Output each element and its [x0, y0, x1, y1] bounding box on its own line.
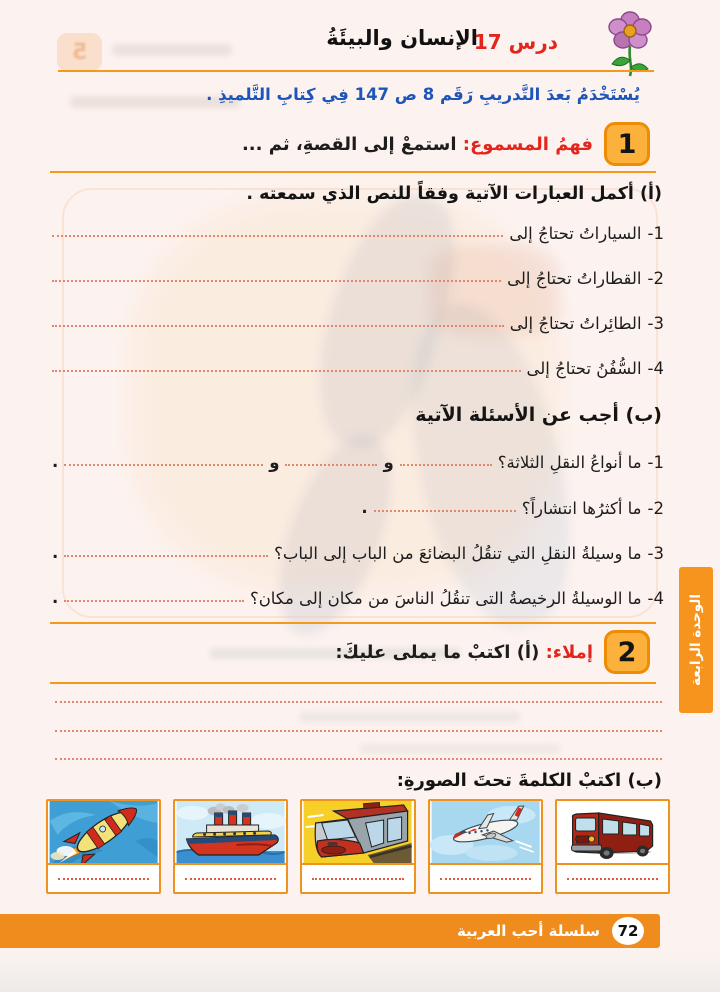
answer-blank-line — [52, 235, 503, 237]
train-image — [302, 801, 413, 863]
item-text: الطائِراتُ تحتاجُ إلى — [509, 314, 642, 333]
dictation-line — [55, 758, 662, 760]
answer-blank-line — [52, 370, 521, 372]
rocket-image — [48, 801, 159, 863]
bleed-through-smudge — [300, 712, 520, 722]
picture-cards-row — [46, 799, 670, 894]
part-a-title: (أ) أكمل العبارات الآتية وفقاً للنص الذي سمعته . — [246, 184, 662, 204]
item-text: القطاراتُ تحتاجُ إلى — [507, 269, 642, 288]
section2-number-badge: 2 — [604, 630, 650, 674]
bus-image — [557, 801, 668, 863]
page-number-badge — [612, 917, 644, 945]
answer-blank-line — [567, 878, 658, 880]
footer-bar — [0, 914, 660, 948]
question-number: 1- — [647, 453, 664, 472]
end-period: . — [52, 452, 59, 471]
item-number: 3- — [647, 314, 664, 333]
section2-heading — [335, 642, 593, 663]
answer-blank-line — [400, 464, 492, 466]
unit-tab-label: الوحدة الرابعة — [688, 594, 704, 686]
question-text: ما الوسيلةُ الرخيصةُ التى تنقُلُ الناسَ من مكان إلى مكان؟ — [249, 589, 642, 608]
ship-image — [175, 801, 286, 863]
section1-heading-red: فهمُ المسموع: — [462, 133, 593, 155]
question-number: 4- — [647, 589, 664, 608]
dictation-line — [55, 701, 662, 703]
header-divider — [58, 70, 654, 72]
question-number: 2- — [647, 499, 664, 518]
question-text: ما أكثرُها انتشاراً؟ — [521, 499, 642, 518]
end-period: . — [361, 498, 368, 517]
section1-divider — [50, 171, 656, 173]
answer-blank-line — [374, 510, 516, 512]
section2-heading-rest: (أ) اكتبْ ما يملى عليكَ: — [335, 641, 540, 663]
item-number: 1- — [647, 224, 664, 243]
page-number: 72 — [617, 922, 639, 940]
end-period: . — [52, 543, 59, 562]
unit-tab — [679, 567, 713, 713]
answer-blank-line — [312, 878, 403, 880]
word-answer-area — [175, 863, 286, 892]
section-divider — [50, 622, 656, 624]
bleed-through-badge — [57, 33, 102, 71]
word-answer-area — [48, 863, 159, 892]
section2-divider — [50, 682, 656, 684]
section1-heading — [242, 134, 593, 155]
item-text: السُّفُنُ تحتاجُ إلى — [526, 359, 642, 378]
end-period: . — [52, 588, 59, 607]
question-text: ما أنواعُ النقلِ الثلاثة؟ — [497, 453, 642, 472]
picture-card-train — [300, 799, 415, 894]
connector-waw: و — [383, 453, 394, 472]
page-title: الإنسان والبيئَةُ — [326, 26, 478, 50]
question-text: ما وسيلةُ النقلِ التي تنقُلُ البضائعَ من الباب إلى الباب؟ — [274, 544, 642, 563]
answer-blank-line — [58, 878, 149, 880]
question-item — [52, 543, 664, 563]
connector-waw: و — [269, 453, 280, 472]
item-number: 2- — [647, 269, 664, 288]
part-b2-title: (ب) اكتبْ الكلمةَ تحتَ الصورةِ: — [396, 770, 662, 791]
picture-card-airplane — [428, 799, 543, 894]
bleed-through-shape — [130, 195, 560, 595]
answer-blank-line — [440, 878, 531, 880]
picture-card-rocket — [46, 799, 161, 894]
answer-blank-line — [64, 600, 244, 602]
word-answer-area — [557, 863, 668, 892]
page-bottom-edge — [0, 950, 720, 992]
question-item — [52, 588, 664, 608]
part-b-title: (ب) أجب عن الأسئلة الآتية — [415, 404, 662, 426]
fill-blank-item — [52, 269, 664, 288]
bleed-through-smudge — [360, 744, 560, 754]
bleed-through-number: 5 — [71, 39, 88, 65]
answer-blank-line — [185, 878, 276, 880]
item-text: السياراتُ تحتاجُ إلى — [509, 224, 642, 243]
section1-number-badge: 1 — [604, 122, 650, 166]
fill-blank-item — [52, 359, 664, 378]
picture-card-ship — [173, 799, 288, 894]
question-number: 3- — [647, 544, 664, 563]
answer-blank-line — [64, 464, 263, 466]
question-item — [52, 498, 664, 518]
usage-note: يُسْتَخْدَمُ بَعدَ التَّدريبِ رَقَم 8 ص 147 فِي كِتابِ التَّلميذِ . — [206, 85, 640, 104]
section2-header — [50, 630, 650, 674]
airplane-image — [430, 801, 541, 863]
fill-blank-item — [52, 224, 664, 243]
fill-blank-item — [52, 314, 664, 333]
bleed-through-smudge — [112, 44, 232, 56]
section2-heading-red: إملاء: — [545, 641, 593, 663]
section1-heading-rest: استمعْ إلى القصةِ، ثم ... — [241, 133, 457, 155]
lesson-number-label: درس 17 — [473, 30, 558, 54]
flower-icon — [604, 10, 656, 78]
word-answer-area — [302, 863, 413, 892]
section1-header — [50, 122, 650, 166]
picture-card-bus — [555, 799, 670, 894]
answer-blank-line — [52, 325, 504, 327]
answer-blank-line — [64, 555, 268, 557]
dictation-line — [55, 730, 662, 732]
answer-blank-line — [285, 464, 377, 466]
series-title: سلسلة أحب العربية — [456, 922, 600, 940]
question-item — [52, 452, 664, 472]
item-number: 4- — [647, 359, 664, 378]
answer-blank-line — [52, 280, 501, 282]
word-answer-area — [430, 863, 541, 892]
